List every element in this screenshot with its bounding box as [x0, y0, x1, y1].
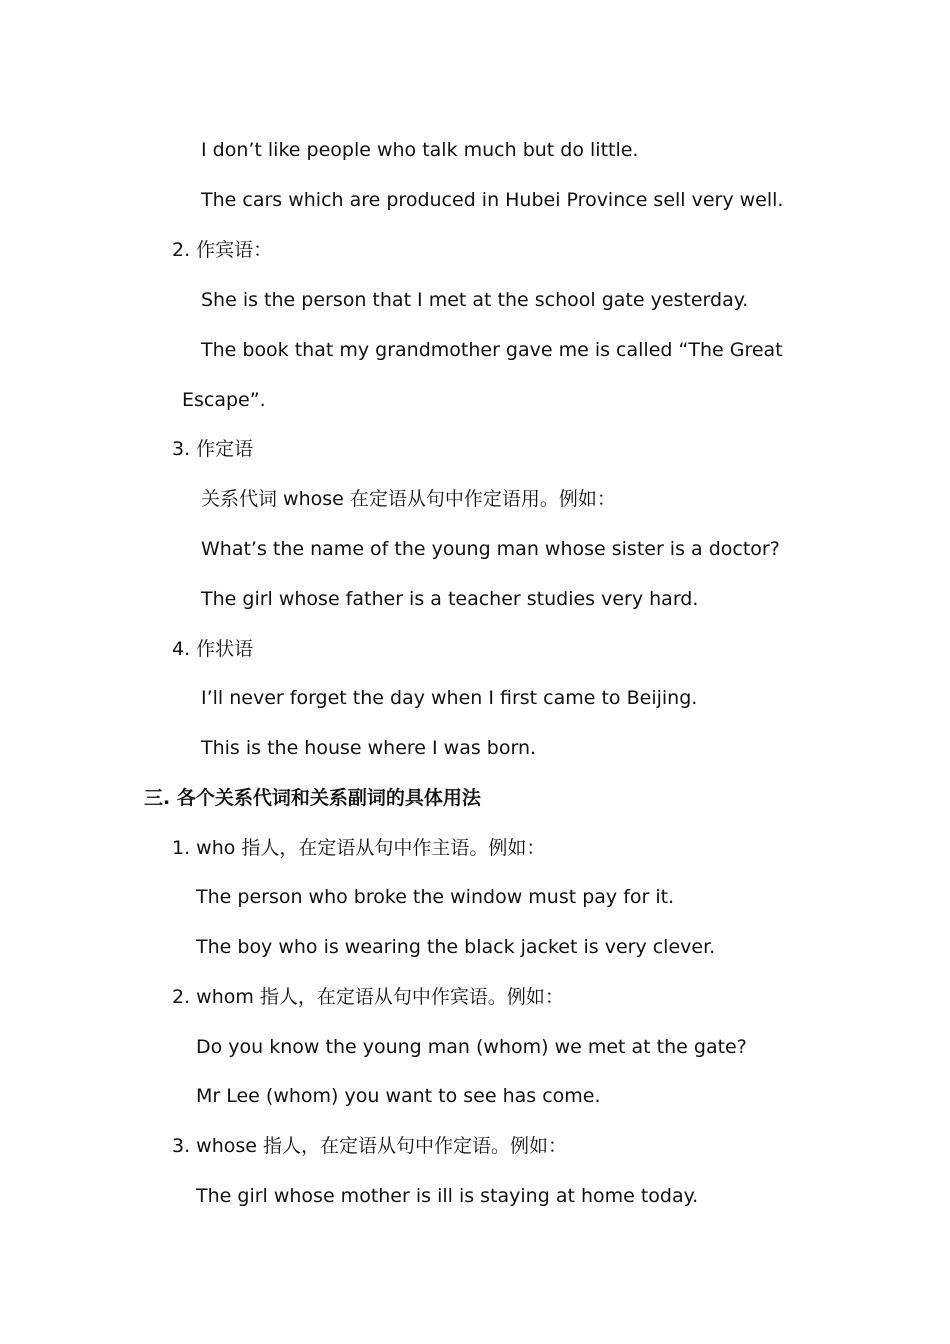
example-sentence: She is the person that I met at the school gate yesterday. — [201, 289, 749, 311]
subheading: 3. whose 指人，在定语从句中作定语。例如： — [172, 1135, 568, 1157]
section-heading: 三. 各个关系代词和关系副词的具体用法 — [144, 787, 481, 809]
example-sentence-continuation: Escape”. — [182, 389, 266, 411]
example-sentence: The person who broke the window must pay for it. — [196, 886, 675, 908]
subheading: 4. 作状语 — [172, 638, 254, 660]
example-sentence: What’s the name of the young man whose sister is a doctor? — [201, 538, 780, 560]
subheading: 3. 作定语 — [172, 438, 254, 460]
subheading: 1. who 指人，在定语从句中作主语。例如： — [172, 837, 546, 859]
example-sentence: The cars which are produced in Hubei Province sell very well. — [201, 189, 784, 211]
example-sentence: This is the house where I was born. — [201, 737, 537, 759]
example-sentence: The girl whose father is a teacher studies very hard. — [201, 588, 699, 610]
example-sentence: Mr Lee (whom) you want to see has come. — [196, 1085, 601, 1107]
explanation-text: 关系代词 whose 在定语从句中作定语用。例如： — [201, 488, 616, 510]
subheading: 2. 作宾语： — [172, 239, 273, 261]
example-sentence: The girl whose mother is ill is staying at home today. — [196, 1185, 699, 1207]
example-sentence: I’ll never forget the day when I first came to Beijing. — [201, 687, 698, 709]
example-sentence: I don’t like people who talk much but do little. — [201, 139, 639, 161]
example-sentence: The boy who is wearing the black jacket is very clever. — [196, 936, 716, 958]
example-sentence: The book that my grandmother gave me is called “The Great — [201, 339, 783, 361]
example-sentence: Do you know the young man (whom) we met at the gate? — [196, 1036, 747, 1058]
subheading: 2. whom 指人，在定语从句中作宾语。例如： — [172, 986, 564, 1008]
